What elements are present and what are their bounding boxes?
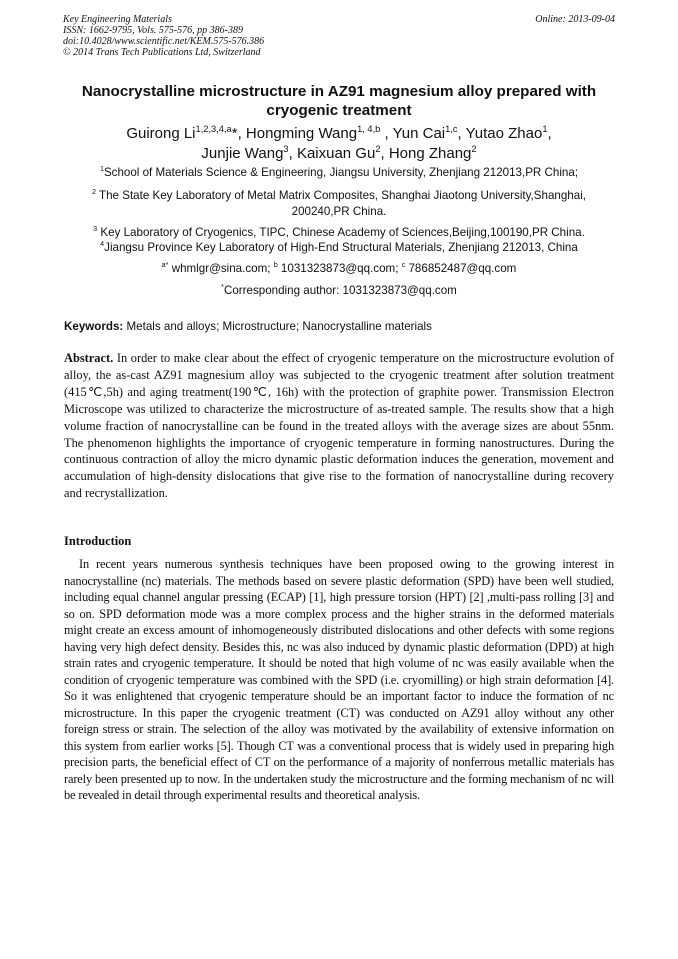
email-link[interactable]: 1031323873@qq.com; — [280, 262, 399, 275]
author-separator: , — [380, 125, 393, 142]
affiliation-number: 2 — [92, 187, 96, 197]
author-affiliation-marker: 1,c — [445, 124, 458, 134]
corresponding-text: Corresponding author: 1031323873@qq.com — [223, 284, 457, 297]
affiliation-text: Jiangsu Province Key Laboratory of High-End Structural Materials, Zhenjiang 212013, China — [104, 241, 578, 254]
corresponding-author — [64, 283, 614, 299]
author-name: Kaixuan Gu — [296, 144, 376, 162]
corresponding-marker: * — [221, 282, 224, 292]
affiliation-2 — [64, 188, 614, 220]
affiliation-text: The State Key Laboratory of Metal Matrix Composites, Shanghai Jiaotong University,Shanghai, 200240,PR China. — [99, 189, 586, 218]
author-name: Hong Zhang — [388, 144, 472, 162]
online-date: Online: 2013-09-04 — [535, 14, 615, 25]
issn-line: ISSN: 1662-9795, Vols. 575-576, pp 386-389 — [63, 25, 243, 36]
author-separator: , — [237, 125, 246, 142]
author-name: Junjie Wang — [201, 144, 284, 162]
author-affiliation-marker: 2 — [471, 143, 477, 154]
keywords-section — [64, 319, 616, 335]
copyright-line: © 2014 Trans Tech Publications Ltd, Switzerland — [63, 47, 261, 58]
abstract-label: Abstract. — [64, 351, 114, 365]
author-affiliation-marker: 1,2,3,4,a — [195, 124, 232, 134]
author-separator: , — [380, 144, 389, 162]
paper-title: Nanocrystalline microstructure in AZ91 magnesium alloy prepared with cryogenic treatment — [81, 83, 597, 119]
introduction-text: In recent years numerous synthesis techniques have been proposed owing to the growing interest in nanocrystalline (nc) materials. The methods based on severe plastic deformation (SPD) have been well studied, including equal channel angular pressing (ECAP) [1], high pressure torsion (HPT) [2] ,multi-pass rolling [3] and so on. SPD deformation mode was a more complex process and the higher strains in the deformed materials might create an excess amount of inhomogeneously distributed dislocations and other defects with some regions having very high defect density. Besides this, nc was also induced by dynamic plastic deformation (DPD) at high strain rates and cryogenic temperature. It should be noted that high volume of nc was easily available when the condition of cryogenic temperature was combined with the SPD (i.e. cryomilling) or high strain deformation [4]. So it was enlightened that cryogenic temperature should be an important factor to induce the formation of nc microstructure. In this paper the cryogenic treatment (CT) was conducted on AZ91 alloy without any other foreign stress or strain. The selection of the alloy was motivated by the availability of extensive information on this system from earlier works [5]. Though CT was a conventional process that is widely used in preparing high precision parts, the beneficial effect of CT on the performance of a majority of nonferrous metallic materials has rarely been presented up to now. In the undertaken study the microstructure and the forming mechanism of nc will be revealed in detail through experimental results and theoretical analysis. — [64, 557, 614, 802]
author-separator: , — [457, 125, 466, 142]
email-link[interactable]: 786852487@qq.com — [408, 262, 517, 275]
author-list — [64, 124, 614, 163]
introduction-heading: Introduction — [64, 534, 132, 548]
author-star: * — [231, 125, 238, 142]
author-affiliation-marker: 1 — [542, 124, 548, 134]
journal-name: Key Engineering Materials — [63, 14, 172, 25]
keywords-text: Metals and alloys; Microstructure; Nanocrystalline materials — [126, 320, 432, 333]
affiliation-3 — [64, 225, 614, 241]
author-name: Hongming Wang — [245, 125, 358, 142]
affiliation-4 — [64, 240, 614, 256]
author-separator: , — [547, 125, 552, 142]
author-name: Yutao Zhao — [465, 125, 543, 142]
affiliation-number: 4 — [100, 239, 105, 249]
keywords-label: Keywords: — [64, 320, 124, 333]
author-name: Guirong Li — [126, 125, 196, 142]
author-separator: , — [288, 144, 297, 162]
affiliation-number: 1 — [99, 164, 104, 174]
author-affiliation-marker: 1, 4,b — [357, 124, 381, 134]
affiliation-text: School of Materials Science & Engineering, Jiangsu University, Zhenjiang 212013,PR China; — [103, 166, 579, 179]
email-line — [64, 261, 614, 277]
author-affiliation-marker: 2 — [375, 143, 381, 154]
affiliation-1 — [64, 165, 614, 181]
author-affiliation-marker: 3 — [283, 143, 289, 154]
email-marker: a* — [161, 260, 169, 270]
affiliation-text: Key Laboratory of Cryogenics, TIPC, Chinese Academy of Sciences,Beijing,100190,PR China. — [100, 226, 585, 239]
author-name: Yun Cai — [392, 125, 446, 142]
email-link[interactable]: whmlgr@sina.com; — [171, 262, 271, 275]
abstract-section — [64, 350, 614, 502]
abstract-text: In order to make clear about the effect of cryogenic temperature on the microstructure evolution of alloy, the as-cast AZ91 magnesium alloy was subjected to the cryogenic treatment after solution treatment (415℃,5h) and aging treatment(190℃, 16h) with the protection of graphite power. Transmission Electron Microscope was utilized to characterize the microstructure of as-treated sample. The results show that a high volume fraction of nanocrystalline can be found in the treated alloys with the average sizes are about 55nm. The phenomenon highlights the importance of cryogenic temperature in forming nanostructures. During the continuous contraction of alloy the micro dynamic plastic deformation induces the generation, movement and accumulation of high-density dislocations that give rise to the formation of nanocrystalline during recovery and recrystallization. — [64, 351, 614, 501]
affiliation-number: 3 — [93, 224, 98, 234]
doi-line: doi:10.4028/www.scientific.net/KEM.575-576.386 — [63, 36, 265, 47]
email-marker: c — [401, 260, 406, 270]
journal-header — [63, 14, 615, 58]
email-marker: b — [273, 260, 278, 270]
